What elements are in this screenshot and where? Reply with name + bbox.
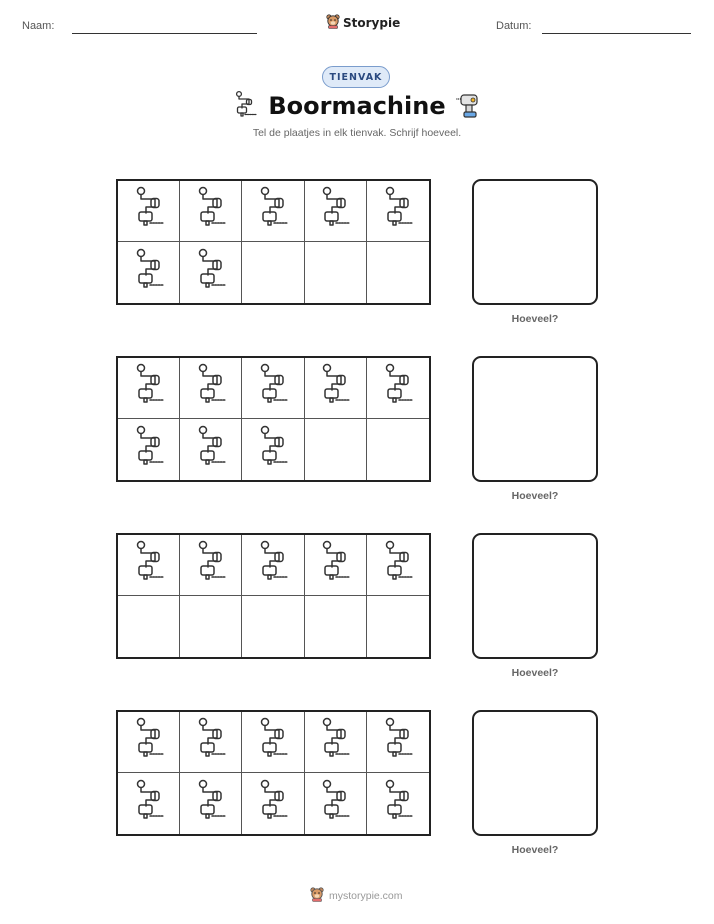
- ten-frame-cell: [242, 596, 304, 657]
- question-label: Hoeveel?: [511, 844, 559, 856]
- ten-frame-cell: [305, 773, 367, 834]
- power-drill-icon: [453, 90, 483, 124]
- hand-drill-icon: [381, 539, 415, 591]
- hand-drill-icon: [318, 539, 352, 591]
- worksheet-title: Boormachine: [268, 92, 446, 120]
- ten-frame-cell: [118, 181, 180, 242]
- hand-drill-icon: [194, 424, 228, 476]
- hand-drill-icon: [318, 778, 352, 830]
- brand-logo: [326, 13, 400, 33]
- ten-frame-cell: [367, 596, 429, 657]
- ten-frame-cell: [367, 181, 429, 242]
- ten-frame-cell: [118, 535, 180, 596]
- ten-frame-cell: [180, 712, 242, 773]
- ten-frame-cell: [305, 535, 367, 596]
- name-label: Naam:: [22, 20, 55, 32]
- answer-box[interactable]: [472, 710, 598, 836]
- ten-frame-cell: [305, 419, 367, 480]
- ten-frame: [116, 356, 431, 482]
- ten-frame-cell: [118, 242, 180, 303]
- brand-name: Storypie: [343, 16, 401, 30]
- hand-drill-icon: [194, 716, 228, 768]
- hand-drill-icon: [381, 185, 415, 237]
- hand-drill-icon: [256, 185, 290, 237]
- hand-drill-icon: [194, 185, 228, 237]
- topic-badge: TIENVAK: [322, 66, 390, 88]
- hand-drill-icon: [381, 362, 415, 414]
- hand-drill-icon: [318, 716, 352, 768]
- hand-drill-icon: [132, 362, 166, 414]
- question-label: Hoeveel?: [511, 667, 559, 679]
- hand-drill-icon: [132, 539, 166, 591]
- ten-frame-cell: [367, 419, 429, 480]
- ten-frame-cell: [242, 773, 304, 834]
- ten-frame-cell: [305, 181, 367, 242]
- ten-frame-cell: [242, 712, 304, 773]
- ten-frame: [116, 533, 431, 659]
- ten-frame-cell: [180, 358, 242, 419]
- ten-frame-cell: [305, 242, 367, 303]
- bear-mascot-icon: [310, 886, 324, 906]
- ten-frame-cell: [305, 712, 367, 773]
- ten-frame-cell: [118, 712, 180, 773]
- hand-drill-icon: [194, 778, 228, 830]
- ten-frame-cell: [367, 712, 429, 773]
- hand-drill-icon: [194, 247, 228, 299]
- ten-frame-cell: [242, 242, 304, 303]
- ten-frame-cell: [367, 773, 429, 834]
- date-label: Datum:: [496, 20, 532, 32]
- date-line[interactable]: [542, 33, 691, 34]
- answer-box[interactable]: [472, 356, 598, 482]
- ten-frame-cell: [242, 419, 304, 480]
- ten-frame-cell: [242, 535, 304, 596]
- hand-drill-icon: [132, 716, 166, 768]
- hand-drill-icon: [132, 185, 166, 237]
- hand-drill-icon: [318, 362, 352, 414]
- ten-frame: [116, 710, 431, 836]
- footer-url: mystorypie.com: [329, 890, 403, 902]
- hand-drill-icon: [194, 362, 228, 414]
- ten-frame-cell: [242, 181, 304, 242]
- hand-drill-icon: [381, 716, 415, 768]
- footer: [310, 886, 403, 906]
- hand-drill-icon: [194, 539, 228, 591]
- hand-drill-icon: [132, 778, 166, 830]
- ten-frame-cell: [118, 596, 180, 657]
- hand-drill-icon: [318, 185, 352, 237]
- hand-drill-icon: [256, 424, 290, 476]
- answer-box[interactable]: [472, 179, 598, 305]
- ten-frame-cell: [118, 419, 180, 480]
- hand-drill-icon: [132, 247, 166, 299]
- name-line[interactable]: [72, 33, 257, 34]
- hand-drill-icon: [256, 778, 290, 830]
- ten-frame-cell: [118, 773, 180, 834]
- ten-frame-cell: [180, 535, 242, 596]
- ten-frame-cell: [180, 419, 242, 480]
- ten-frame-cell: [305, 358, 367, 419]
- question-label: Hoeveel?: [511, 490, 559, 502]
- instructions: Tel de plaatjes in elk tienvak. Schrijf hoeveel.: [252, 127, 462, 139]
- hand-drill-icon: [132, 424, 166, 476]
- answer-box[interactable]: [472, 533, 598, 659]
- ten-frame-cell: [367, 535, 429, 596]
- hand-drill-icon: [256, 716, 290, 768]
- ten-frame: [116, 179, 431, 305]
- hand-drill-icon: [256, 539, 290, 591]
- hand-drill-icon: [256, 362, 290, 414]
- bear-mascot-icon: [326, 13, 340, 33]
- ten-frame-cell: [180, 596, 242, 657]
- ten-frame-cell: [367, 242, 429, 303]
- ten-frame-cell: [180, 242, 242, 303]
- question-label: Hoeveel?: [511, 313, 559, 325]
- ten-frame-cell: [118, 358, 180, 419]
- ten-frame-cell: [305, 596, 367, 657]
- ten-frame-cell: [242, 358, 304, 419]
- ten-frame-cell: [367, 358, 429, 419]
- ten-frame-cell: [180, 773, 242, 834]
- hand-drill-icon: [381, 778, 415, 830]
- ten-frame-cell: [180, 181, 242, 242]
